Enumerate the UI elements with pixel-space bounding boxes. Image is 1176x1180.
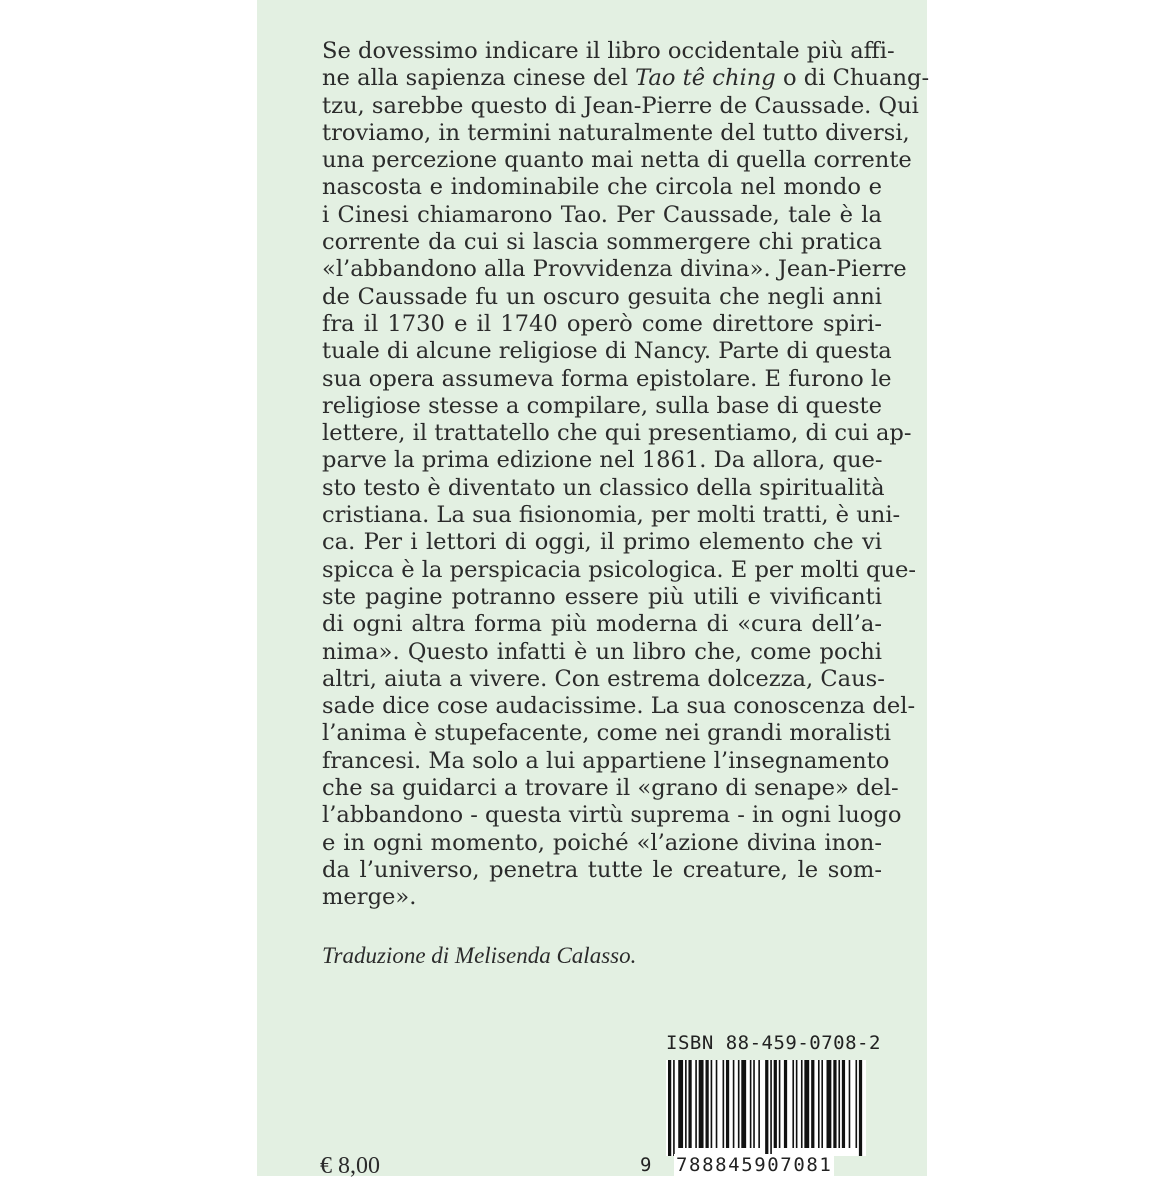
book-title-italic: Tao tê ching [635,65,776,92]
barcode-bar [685,1060,687,1148]
blurb-text-segment: sade dice cose audacissime. La sua conoscenza del- [322,693,916,720]
barcode-digits: 788845907081 [676,1154,833,1176]
blurb-text-segment: ste pagine potranno essere più utili e vivificanti [322,583,882,610]
blurb-line [322,502,901,529]
barcode-bar [711,1060,713,1148]
barcode-bar [716,1060,718,1148]
blurb-text-segment: o di Chuang- [775,65,930,92]
barcode-bar [753,1060,755,1148]
blurb-line [322,311,882,338]
barcode-bar [738,1060,740,1148]
blurb-line [322,802,902,829]
blurb-line [322,92,919,120]
blurb-text-segment: Se dovessimo indicare il libro occidentale più affi- [322,38,895,64]
barcode-bars [666,1060,866,1156]
blurb-text-segment: tuale di alcune religiose di Nancy. Parte di questa [322,338,892,365]
blurb-text-segment: ca. Per i lettori di oggi, il primo elemento che vi [322,529,882,556]
barcode-bar [784,1060,787,1148]
barcode-bar [818,1060,820,1148]
blurb-text-segment: altri, aiuta a vivere. Con estrema dolcezza, Caus- [322,665,885,692]
blurb-line [322,256,907,283]
blurb-text-segment: sto testo è diventato un classico della spiritualità [322,474,885,501]
barcode-bar [838,1060,840,1148]
blurb-line [322,65,930,92]
blurb-text-segment: nascosta e indominabile che circola nel mondo e [322,174,882,201]
blurb-line [322,284,882,311]
blurb-text-segment: fra il 1730 e il 1740 operò come direttore spiri- [322,310,882,337]
blurb-line [322,202,882,229]
blurb-line [322,693,916,720]
barcode [666,1060,866,1156]
barcode-bar [774,1060,777,1148]
blurb-line [322,665,885,693]
barcode-bar [770,1060,772,1156]
blurb-line [322,338,892,365]
blurb-text-segment: «l’abbandono alla Provvidenza divina». Jean-Pierre [322,256,907,283]
blurb-line [322,38,895,65]
blurb-line [322,830,882,857]
blurb-text-segment: l’anima è stupefacente, come nei grandi moralisti [322,720,891,747]
blurb-line [322,229,882,256]
blurb-line [322,365,892,393]
barcode-bar [726,1060,729,1148]
barcode-bar [765,1060,768,1156]
blurb-text-segment: da l’universo, penetra tutte le creature, le som- [322,856,882,883]
barcode-bar [792,1060,794,1148]
barcode-bar [779,1060,781,1148]
blurb-text-segment: religiose stesse a compilare, sulla base di queste [322,392,882,419]
blurb-line [322,747,890,775]
blurb-text-segment: francesi. Ma solo a lui appartiene l’insegnamento [322,747,890,774]
barcode-number [640,1154,870,1176]
blurb-line [322,393,882,420]
barcode-bar [796,1060,798,1148]
blurb-line [322,857,882,884]
translation-credit: Traduzione di Melisenda Calasso. [322,943,637,968]
barcode-bar [821,1060,823,1148]
blurb-text-segment: l’abbandono - questa virtù suprema - in ogni luogo [322,802,902,829]
blurb-text-segment: corrente da cui si lascia sommergere chi pratica [322,229,882,256]
barcode-bar [706,1060,709,1148]
barcode-bar [801,1060,803,1148]
blurb-text-segment: troviamo, in termini naturalmente del tutto diversi, [322,119,910,146]
barcode-bar [723,1060,725,1148]
barcode-bar [750,1060,752,1148]
blurb-text-segment: nima». Questo infatti è un libro che, come pochi [322,638,882,665]
barcode-bar [699,1060,704,1148]
blurb-text-segment: e in ogni momento, poiché «l’azione divina inon- [322,829,882,856]
blurb-text-segment: una percezione quanto mai netta di quella corrente [322,147,912,174]
barcode-bar [678,1060,683,1148]
blurb-line [322,584,882,611]
blurb-line [322,529,882,556]
blurb-line [322,775,899,802]
barcode-bar [811,1060,814,1148]
barcode-bar [695,1060,697,1148]
barcode-bar [741,1060,746,1148]
blurb-line [322,147,912,174]
barcode-first-digit: 9 [640,1154,652,1176]
blurb-text-segment: cristiana. La sua fisionomia, per molti tratti, è uni- [322,502,901,529]
barcode-bar [668,1060,671,1156]
barcode-bar [849,1060,851,1148]
blurb-line [322,474,885,502]
blurb-line [322,611,882,638]
blurb-line [322,639,882,666]
blurb-line [322,556,917,584]
blurb-line [322,720,891,747]
blurb-text-segment: de Caussade fu un oscuro gesuita che negli anni [322,283,882,310]
blurb-text-segment: merge». [322,884,417,911]
blurb-text-segment: lettere, il trattatello che qui presentiamo, di cui ap- [322,420,912,447]
blurb-line [322,119,910,147]
blurb-text [322,38,930,912]
blurb-line [322,447,882,474]
barcode-bar [733,1060,735,1148]
barcode-bar [673,1060,675,1156]
barcode-bar [758,1060,760,1148]
blurb-line [322,884,882,911]
blurb-text-segment: parve la prima edizione nel 1861. Da allora, que- [322,447,883,474]
blurb-line [322,174,882,201]
barcode-bar [804,1060,809,1148]
barcode-bar [833,1060,836,1148]
blurb-text-segment: i Cinesi chiamarono Tao. Per Caussade, tale è la [322,201,882,228]
barcode-bar [855,1060,857,1148]
blurb-text-segment: sua opera assumeva forma epistolare. E furono le [322,365,892,392]
blurb-text-segment: di ogni altra forma più moderna di «cura dell’a- [322,611,882,638]
blurb-line [322,420,912,447]
barcode-bar [688,1060,691,1148]
blurb-text-segment: che sa guidarci a trovare il «grano di senape» del- [322,775,899,802]
barcode-bar [842,1060,845,1148]
price: € 8,00 [320,1153,380,1179]
barcode-bar [859,1060,862,1156]
isbn-label: ISBN 88-459-0708-2 [666,1032,881,1054]
blurb-text-segment: ne alla sapienza cinese del [322,65,636,92]
barcode-bar [827,1060,832,1148]
blurb-text-segment: tzu, sarebbe questo di Jean-Pierre de Caussade. Qui [322,92,919,119]
blurb-text-segment: spicca è la perspicacia psicologica. E per molti que- [322,556,917,583]
